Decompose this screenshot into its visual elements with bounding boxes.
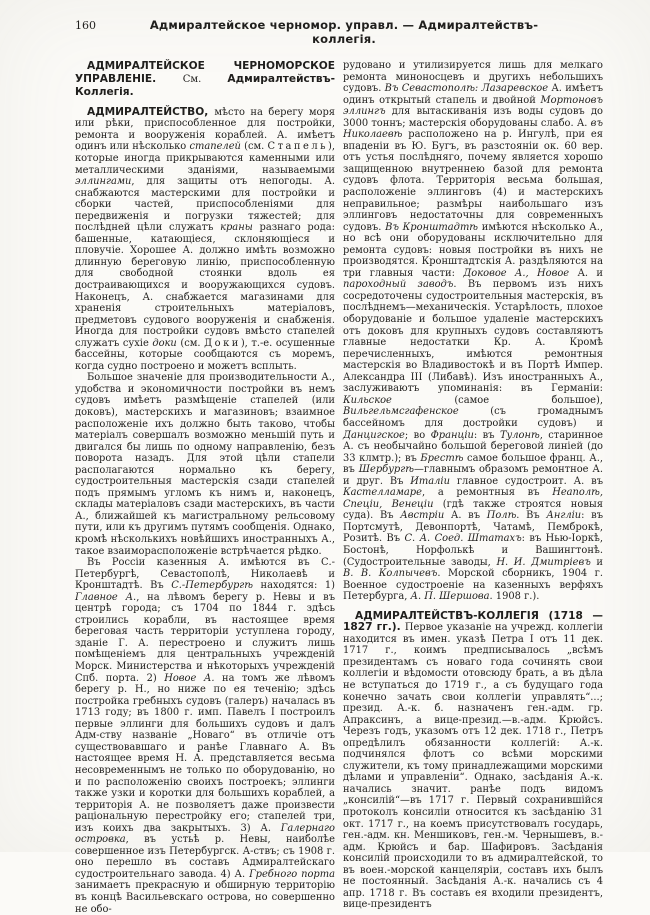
text-segment: разнаго рода: башенные, катающіеся, склоняющіеся и пловучіе. Хорошее А. должно имѣть возможно длинную береговую линію, приспособленную для свободной стоянки вдоль ея достраивающихся и вооружающихся судовъ. Наконецъ, А. снабжается магазинами для храненія строительныхъ матеріаловъ, предметовъ судового вооруженія и снабженія. Иногда для постройки судовъ вмѣсто стапелей служатъ сухіе bbox=[75, 222, 335, 349]
text-segment: С.-Петербургѣ bbox=[171, 580, 254, 592]
text-segment: , старинное А. съ необычайно большой береговой линіей (до 33 клмтр.); въ bbox=[343, 429, 604, 464]
text-segment: Полѣ bbox=[486, 510, 517, 522]
text-segment: имѣются нѣсколько А., но всѣ они оборудованы исключительно для ремонта судовъ: новыя постройки въ нихъ не производятся. Кронштадтскія А. раздѣляются на три главныя части: bbox=[343, 221, 603, 279]
text-segment: ; во bbox=[404, 429, 431, 441]
text-segment: краны bbox=[220, 222, 253, 234]
text-segment: А. имѣетъ одинъ открытый стапель и двойной bbox=[343, 83, 604, 106]
text-segment: , а ремонтныя въ bbox=[421, 487, 553, 499]
text-segment: Въ Севастополѣ: Лазаревское bbox=[384, 83, 549, 95]
text-segment: . Въ первомъ изъ нихъ сосредоточены судостроительныя мастерскія, въ послѣднемъ—механическія. Устарѣлость, плохое оборудованіе и большое удаленіе мастерскихъ отъ доковъ для крупныхъ судовъ составляютъ главные недостатки Кр. А. Кромѣ перечисленныхъ, имѣются ремонтныя мастерскія во Владивостокѣ и въ Портѣ Импер. Александра III (Либавѣ). Изъ иностранныхъ А., заслуживаютъ упоминанія: въ Германіи: bbox=[343, 279, 604, 395]
paragraph bbox=[343, 60, 603, 603]
text-segment: (гдѣ также строятся новыя суда). Въ bbox=[343, 498, 603, 522]
text-segment: Данцигское bbox=[343, 429, 405, 441]
page-content bbox=[75, 18, 603, 915]
paragraph bbox=[75, 557, 335, 915]
text-segment: Австріи bbox=[400, 510, 445, 522]
entry-headword: АДМИРАЛТЕЙСТВЪ-КОЛЛЕГІЯ (1718 — 1827 гг.). bbox=[343, 609, 603, 634]
left-column bbox=[75, 60, 335, 915]
text-segment: А. П. Шершова bbox=[410, 591, 490, 603]
text-segment: Главное А. bbox=[75, 591, 137, 603]
text-segment: А. и bbox=[569, 267, 603, 279]
text-segment: В. В. Колпычевъ bbox=[343, 568, 438, 580]
text-segment: стапелей bbox=[189, 141, 241, 153]
entry-headword: Адмиралтействъ-Коллегія. bbox=[75, 72, 335, 99]
entry-headword: АДМИРАЛТЕЙСТВО, bbox=[87, 105, 215, 118]
text-segment: (съ громаднымъ бассейномъ для достройки судовъ) и bbox=[343, 406, 603, 429]
text-segment: С. А. Соед. Штатахъ bbox=[404, 533, 522, 545]
text-segment: эллингами bbox=[75, 176, 132, 188]
text-segment: Стапель bbox=[267, 141, 328, 153]
text-segment: Неаполѣ, Спеціи, Венеціи bbox=[343, 487, 603, 510]
right-column bbox=[343, 60, 603, 915]
text-segment: А. въ bbox=[444, 510, 487, 522]
text-segment: на томъ же лѣвомъ берегу р. Н., но ниже по ея теченію; здѣсь постройка гребныхъ судовъ (галеръ) началась въ 1713 году; въ 1800 г. имп. Павелъ I построилъ первые эллинги для большихъ судовъ и далъ Адм-ству названіе „Новаго“ въ отличіе отъ существовавшаго и ранѣе Главнаго А. Въ настоящее время Н. А. представляется весьма несовременнымъ не только по оборудованію, но и по расположенію своихъ построекъ; эллинги также узки и коротки для большихъ кораблей, а территорія А. не позволяетъ даже произвести раціональную перестройку его; стапелей три, изъ коихъ два закрытыхъ. 3) А. bbox=[75, 672, 335, 834]
text-segment: (см. bbox=[176, 337, 205, 349]
text-segment: пароходный заводъ bbox=[343, 279, 454, 291]
text-segment: Италіи bbox=[410, 475, 450, 487]
text-segment: въ Николаевѣ bbox=[343, 117, 603, 141]
text-segment: —главнымъ образомъ ремонтное А. и друг. Въ bbox=[343, 464, 604, 487]
text-segment: Вильгельмсгафенское bbox=[343, 406, 459, 418]
text-segment: Галернаго островка bbox=[75, 822, 335, 846]
text-segment: главное судостроит. А. въ bbox=[449, 475, 603, 487]
text-segment: , на лѣвомъ берегу р. Невы и въ центрѣ города; съ 1704 по 1844 г. здѣсь строились корабли, въ настоящее время береговая часть территоріи уступлена городу, зданіе Г. А. перестроено и служитъ лишь помѣщеніемъ для центральныхъ учрежденій Морск. Министерства и нѣкоторыхъ учрежденій Спб. порта. 2) bbox=[75, 591, 335, 684]
text-segment: Кастелламаре bbox=[343, 487, 422, 499]
text-segment: ), т.-е. осушенные бассейны, которые сообщаются съ моремъ, когда судно построено и можетъ всплыть. bbox=[75, 337, 335, 372]
text-segment: . Морской сборникъ, 1904 г. Военное судостроеніе на казенныхъ верфяхъ Петербурга, bbox=[343, 568, 603, 603]
entry-headword: АДМИРАЛТЕЙСКОЕ ЧЕРНОМОРСКОЕ УПРАВЛЕНІЕ. bbox=[75, 60, 335, 85]
text-segment: См. bbox=[182, 73, 228, 85]
text-segment: : въ Портсмутѣ, Девонпортѣ, Чатамѣ, Пемброкѣ, Розитѣ. Въ bbox=[343, 510, 603, 545]
text-segment: самое большое франц. А., въ bbox=[343, 452, 603, 476]
text-segment: Первое указаніе на учрежд. коллегіи находится въ имен. указѣ Петра I отъ 11 дек. 1717 г., коимъ предписывалось „всѣмъ президентамъ съ новаго года сочинять свои коллегіи и вѣдомости отовсюду брать, а въ дѣла не вступаться до 1719 г., а съ будущаго года конечно зачать свои коллегіи управлять“...; презид. А.-к. б. назначенъ ген.-адм. гр. Апраксинъ, а вице-презид.—в.-адм. Крюйсъ. Черезъ годъ, указомъ отъ 12 дек. 1718 г., Петръ опредѣлилъ обязанности коллегій: А.-к. подчинялся флотъ со всѣми морскими служители, къ тому принадлежащими морскими дѣлами и управленіи“. Однако, засѣданія А.-к. начались значит. ранѣе подъ видомъ „консилій“—въ 1717 г. Первый сохранившійся протоколъ консиліи относится къ засѣданію 31 окт. 1717 г., на коемъ присутствовалъ государь, ген.-адм. кн. Меншиковъ, ген.-м. Чернышевъ, в.-адм. Крюйсъ и бар. Шафировъ. Засѣданія консилій происходили то въ адмиралтейской, то въ воен.-морской канцеляріи, составъ ихъ былъ не постоянный. Засѣданія А.-к. начались съ 4 апр. 1718 г. Въ составъ ея входили президентъ, вице-президентъ bbox=[343, 622, 603, 911]
text-segment: (самое большое), bbox=[391, 394, 603, 406]
text-columns bbox=[75, 60, 603, 915]
text-segment: находятся: 1) bbox=[253, 580, 335, 592]
text-segment: Н. И. Дмитріевъ bbox=[496, 556, 591, 568]
text-segment: Кильское bbox=[343, 394, 392, 406]
text-segment: Доковое А., Новое bbox=[463, 267, 570, 279]
text-segment: занимаетъ прекрасную и обширную территорію въ концѣ Васильевскаго острова, но совершенно не обо- bbox=[75, 880, 335, 915]
text-segment: Въ Россіи казенныя А. имѣются въ С.-Петербургѣ, Севастополѣ, Николаевѣ и Кронштадтѣ. Въ bbox=[75, 557, 335, 592]
text-segment: Шербургѣ bbox=[358, 464, 414, 476]
text-segment: расположено на р. Ингулѣ, при ея впаденіи въ Ю. Бугъ, въ разстояніи ок. 60 вер. отъ устья послѣдняго, почему является хорошо защищенною внутреннею базой для ремонта судовъ флота. Территорія весьма большая, расположеніе эллинговъ (4) и мастерскихъ неправильное; размѣры наибольшаго изъ эллинговъ недостаточны для современныхъ судовъ. bbox=[343, 129, 603, 233]
text-segment: Въ Кронштадтѣ bbox=[385, 221, 479, 233]
text-segment: для вытаскиванія изъ воды судовъ до 3000 тоннъ; мастерскія оборудованы слабо. А. bbox=[343, 106, 603, 129]
text-segment: , для защиты отъ непогоды. А. снабжаются мастерскими для постройки и сборки частей, приспособленіями для передвиженія и погрузки тяжестей; для послѣдней цѣли служатъ bbox=[75, 176, 335, 234]
paragraph bbox=[75, 107, 335, 373]
page-number: 160 bbox=[75, 19, 96, 32]
text-segment: Новое А. bbox=[164, 672, 215, 684]
text-segment: Мортоновъ эллингъ bbox=[343, 94, 603, 118]
text-segment: Тулонѣ bbox=[499, 429, 540, 441]
text-segment: Гребного порта bbox=[249, 868, 335, 880]
running-head bbox=[75, 18, 603, 46]
text-segment: Доки bbox=[204, 337, 241, 349]
text-segment: ), которые иногда прикрываются каменными или металлическими зданіями, называемыми bbox=[75, 141, 335, 176]
text-segment: доки bbox=[152, 337, 177, 349]
text-segment: рудовано и утилизируется лишь для мелкаго ремонта миноносцевъ и другихъ небольшихъ судовъ. bbox=[343, 60, 603, 95]
text-segment: Большое значеніе для производительности А., удобства и экономичности постройки въ немъ судовъ имѣетъ размѣщеніе стапелей (или доковъ), мастерскихъ и магазиновъ; взаимное расположеніе ихъ должно быть таково, чтобы матеріалъ совершалъ возможно меньшій путь и двигался бы лишь по одному направленію, безъ поворота назадъ. Для этой цѣли стапели располагаются нормально къ берегу, судостроительныя мастерскія сзади стапелей подъ прямымъ угломъ къ нимъ и, наконецъ, склады матеріаловъ сзади мастерскихъ, въ части А., ближайшей къ магистральному рельсовому пути, или къ другимъ путямъ сообщенія. Однако, кромѣ нѣсколькихъ новѣйшихъ иностранныхъ А., такое взаиморасположеніе встрѣчается рѣдко. bbox=[75, 372, 335, 557]
paragraph bbox=[343, 611, 603, 911]
text-segment: : въ bbox=[473, 429, 500, 441]
text-segment: Франціи bbox=[430, 429, 474, 441]
text-segment: мѣсто на берегу моря или рѣки, приспособленное для постройки, ремонта и вооруженія кораблей. А. имѣетъ одинъ или нѣсколько bbox=[75, 106, 336, 153]
text-segment: . Въ bbox=[516, 510, 547, 522]
text-segment: Англіи bbox=[546, 510, 582, 522]
text-segment: (см. bbox=[240, 141, 268, 153]
running-title: Адмиралтейское черномор. управл. — Адмиралтействъ-коллегія. bbox=[149, 18, 539, 46]
text-segment: , въ устьѣ р. Невы, наиболѣе совершенное изъ Петербургск. А-ствъ; съ 1908 г. оно перешло въ составъ Адмиралтейскаго судостроительнаго завода. 4) А. bbox=[75, 834, 335, 880]
text-segment: . 1908 г.). bbox=[489, 591, 540, 603]
text-segment: Брестѣ bbox=[420, 452, 464, 464]
text-segment: : въ Нью-Іоркѣ, Бостонѣ, Норфолькѣ и Вашингтонѣ. (Судостроительные заводы, bbox=[343, 533, 603, 568]
entry-heading bbox=[75, 60, 335, 99]
paragraph bbox=[75, 372, 335, 557]
text-segment: и bbox=[590, 556, 603, 568]
